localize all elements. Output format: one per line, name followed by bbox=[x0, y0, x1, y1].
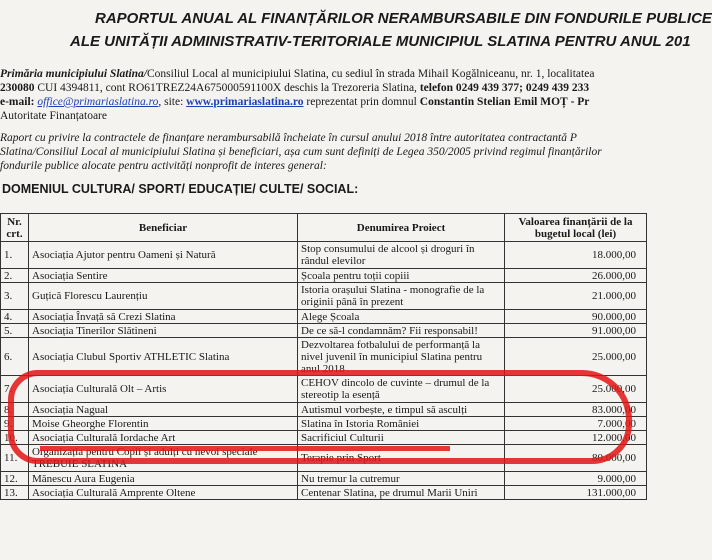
cell-beneficiar: Asociația Tinerilor Slătineni bbox=[29, 324, 298, 338]
cell-proiect: De ce să-l condamnăm? Fii responsabil! bbox=[298, 324, 505, 338]
table-row bbox=[1, 486, 647, 500]
section-heading: DOMENIUL CULTURA/ SPORT/ EDUCAȚIE/ CULTE/ SOCIAL: bbox=[2, 182, 359, 196]
cell-valoare: 21.000,00 bbox=[505, 283, 647, 310]
cell-beneficiar: Mănescu Aura Eugenia bbox=[29, 472, 298, 486]
intro-line-1 bbox=[0, 67, 594, 81]
financing-table bbox=[0, 213, 647, 500]
cell-valoare: 90.000,00 bbox=[505, 310, 647, 324]
table-row bbox=[1, 283, 647, 310]
cell-valoare: 80.000,00 bbox=[505, 445, 647, 472]
table-row bbox=[1, 310, 647, 324]
cell-nr: 11. bbox=[1, 445, 29, 472]
cell-beneficiar: Asociația Clubul Sportiv ATHLETIC Slatina bbox=[29, 338, 298, 376]
cell-nr: 3. bbox=[1, 283, 29, 310]
cell-proiect: Dezvoltarea fotbalului de performanță la nivel juvenil în municipiul Slatina pentru anul 2018 bbox=[298, 338, 505, 376]
cell-beneficiar: Asociația Culturală Iordache Art bbox=[29, 431, 298, 445]
table-row bbox=[1, 376, 647, 403]
cell-valoare: 91.000,00 bbox=[505, 324, 647, 338]
cell-valoare: 25.000,00 bbox=[505, 376, 647, 403]
cell-beneficiar: Asociația Învață să Crezi Slatina bbox=[29, 310, 298, 324]
site-link[interactable]: www.primariaslatina.ro bbox=[186, 96, 304, 108]
cell-beneficiar: Asociația Culturală Amprente Oltene bbox=[29, 486, 298, 500]
cell-nr: 4. bbox=[1, 310, 29, 324]
intro-line-3 bbox=[0, 95, 589, 109]
representative-label: reprezentat prin domnul bbox=[303, 96, 420, 108]
institution-name: Primăria municipiului Slatina/ bbox=[0, 68, 147, 80]
paragraph-line-2: Slatina/Consiliul Local al municipiului Slatina și beneficiari, așa cum sunt definiți de Legea 350/2005 privind regimul finanțărilor bbox=[0, 146, 602, 158]
representative-name: Constantin Stelian Emil MOȚ - Pr bbox=[419, 96, 590, 108]
cell-valoare: 18.000,00 bbox=[505, 242, 647, 269]
cell-proiect: CEHOV dincolo de cuvinte – drumul de la stereotip la esență bbox=[298, 376, 505, 403]
cell-valoare: 26.000,00 bbox=[505, 269, 647, 283]
cell-nr: 5. bbox=[1, 324, 29, 338]
cell-nr: 8. bbox=[1, 403, 29, 417]
header-valoare: Valoarea finanțării de la bugetul local (lei) bbox=[505, 214, 647, 242]
cell-proiect: Școala pentru toții copiii bbox=[298, 269, 505, 283]
cell-nr: 7. bbox=[1, 376, 29, 403]
paragraph-line-3: fondurile publice alocate pentru activități nonprofit de interes general: bbox=[0, 160, 327, 172]
cell-proiect: Sacrificiul Culturii bbox=[298, 431, 505, 445]
cell-proiect: Autismul vorbește, e timpul să asculți bbox=[298, 403, 505, 417]
table-row bbox=[1, 324, 647, 338]
cell-valoare: 12.000,00 bbox=[505, 431, 647, 445]
table-row bbox=[1, 403, 647, 417]
cell-nr: 1. bbox=[1, 242, 29, 269]
table-row bbox=[1, 269, 647, 283]
table-row bbox=[1, 242, 647, 269]
cell-valoare: 131.000,00 bbox=[505, 486, 647, 500]
institution-details: Consiliul Local al municipiului Slatina, cu sediul în strada Mihail Kogălniceanu, nr. 1, localitatea bbox=[147, 68, 595, 80]
cell-valoare: 9.000,00 bbox=[505, 472, 647, 486]
cell-proiect: Stop consumului de alcool și droguri în rândul elevilor bbox=[298, 242, 505, 269]
cell-proiect: Slatina în Istoria României bbox=[298, 417, 505, 431]
cell-beneficiar: Guțică Florescu Laurențiu bbox=[29, 283, 298, 310]
cell-beneficiar: Asociația Nagual bbox=[29, 403, 298, 417]
header-beneficiar: Beneficiar bbox=[29, 214, 298, 242]
cell-nr: 13. bbox=[1, 486, 29, 500]
cell-nr: 12. bbox=[1, 472, 29, 486]
cell-proiect: Nu tremur la cutremur bbox=[298, 472, 505, 486]
cell-valoare: 7.000,00 bbox=[505, 417, 647, 431]
table-header-row bbox=[1, 214, 647, 242]
phone-numbers: telefon 0249 439 377; 0249 439 233 bbox=[419, 82, 590, 94]
cell-nr: 2. bbox=[1, 269, 29, 283]
table-row bbox=[1, 417, 647, 431]
email-label: e-mail: bbox=[0, 96, 38, 108]
header-proiect: Denumirea Proiect bbox=[298, 214, 505, 242]
cell-proiect: Terapie prin Sport bbox=[298, 445, 505, 472]
fiscal-details: CUI 4394811, cont RO61TREZ24A675000591100X deschis la Trezoreria Slatina, bbox=[34, 82, 420, 94]
table-row bbox=[1, 431, 647, 445]
intro-line-2 bbox=[0, 81, 589, 95]
header-nr: Nr. crt. bbox=[1, 214, 29, 242]
cell-valoare: 83.000,00 bbox=[505, 403, 647, 417]
cell-nr: 6. bbox=[1, 338, 29, 376]
table-row bbox=[1, 338, 647, 376]
report-title-line-2: ALE UNITĂȚII ADMINISTRATIV-TERITORIALE MUNICIPIUL SLATINA PENTRU ANUL 201 bbox=[70, 33, 691, 50]
cell-beneficiar: Moise Gheorghe Florentin bbox=[29, 417, 298, 431]
table-row bbox=[1, 472, 647, 486]
cell-nr: 10. bbox=[1, 431, 29, 445]
table-row bbox=[1, 445, 647, 472]
cell-beneficiar: Asociația Sentire bbox=[29, 269, 298, 283]
cell-beneficiar: Organizația pentru Copii și adulți cu nevoi speciale TREBUIE SLATINA bbox=[29, 445, 298, 472]
intro-line-4: Autoritate Finanțatoare bbox=[0, 110, 107, 122]
cell-beneficiar: Asociația Ajutor pentru Oameni și Natură bbox=[29, 242, 298, 269]
report-title-line-1: RAPORTUL ANUAL AL FINANȚĂRILOR NERAMBURSABILE DIN FONDURILE PUBLICE bbox=[95, 10, 712, 27]
email-link[interactable]: office@primariaslatina.ro bbox=[37, 96, 159, 108]
site-label: , site: bbox=[158, 96, 187, 108]
cell-nr: 9. bbox=[1, 417, 29, 431]
cell-proiect: Alege Școala bbox=[298, 310, 505, 324]
postal-code: 230080 bbox=[0, 82, 35, 94]
cell-beneficiar: Asociația Culturală Olt – Artis bbox=[29, 376, 298, 403]
cell-proiect: Centenar Slatina, pe drumul Marii Uniri bbox=[298, 486, 505, 500]
cell-valoare: 25.000,00 bbox=[505, 338, 647, 376]
paragraph-line-1: Raport cu privire la contractele de finanțare nerambursabilă încheiate în cursul anului 2018 între autoritatea contractantă P bbox=[0, 132, 577, 144]
cell-proiect: Istoria orașului Slatina - monografie de la originii până în prezent bbox=[298, 283, 505, 310]
